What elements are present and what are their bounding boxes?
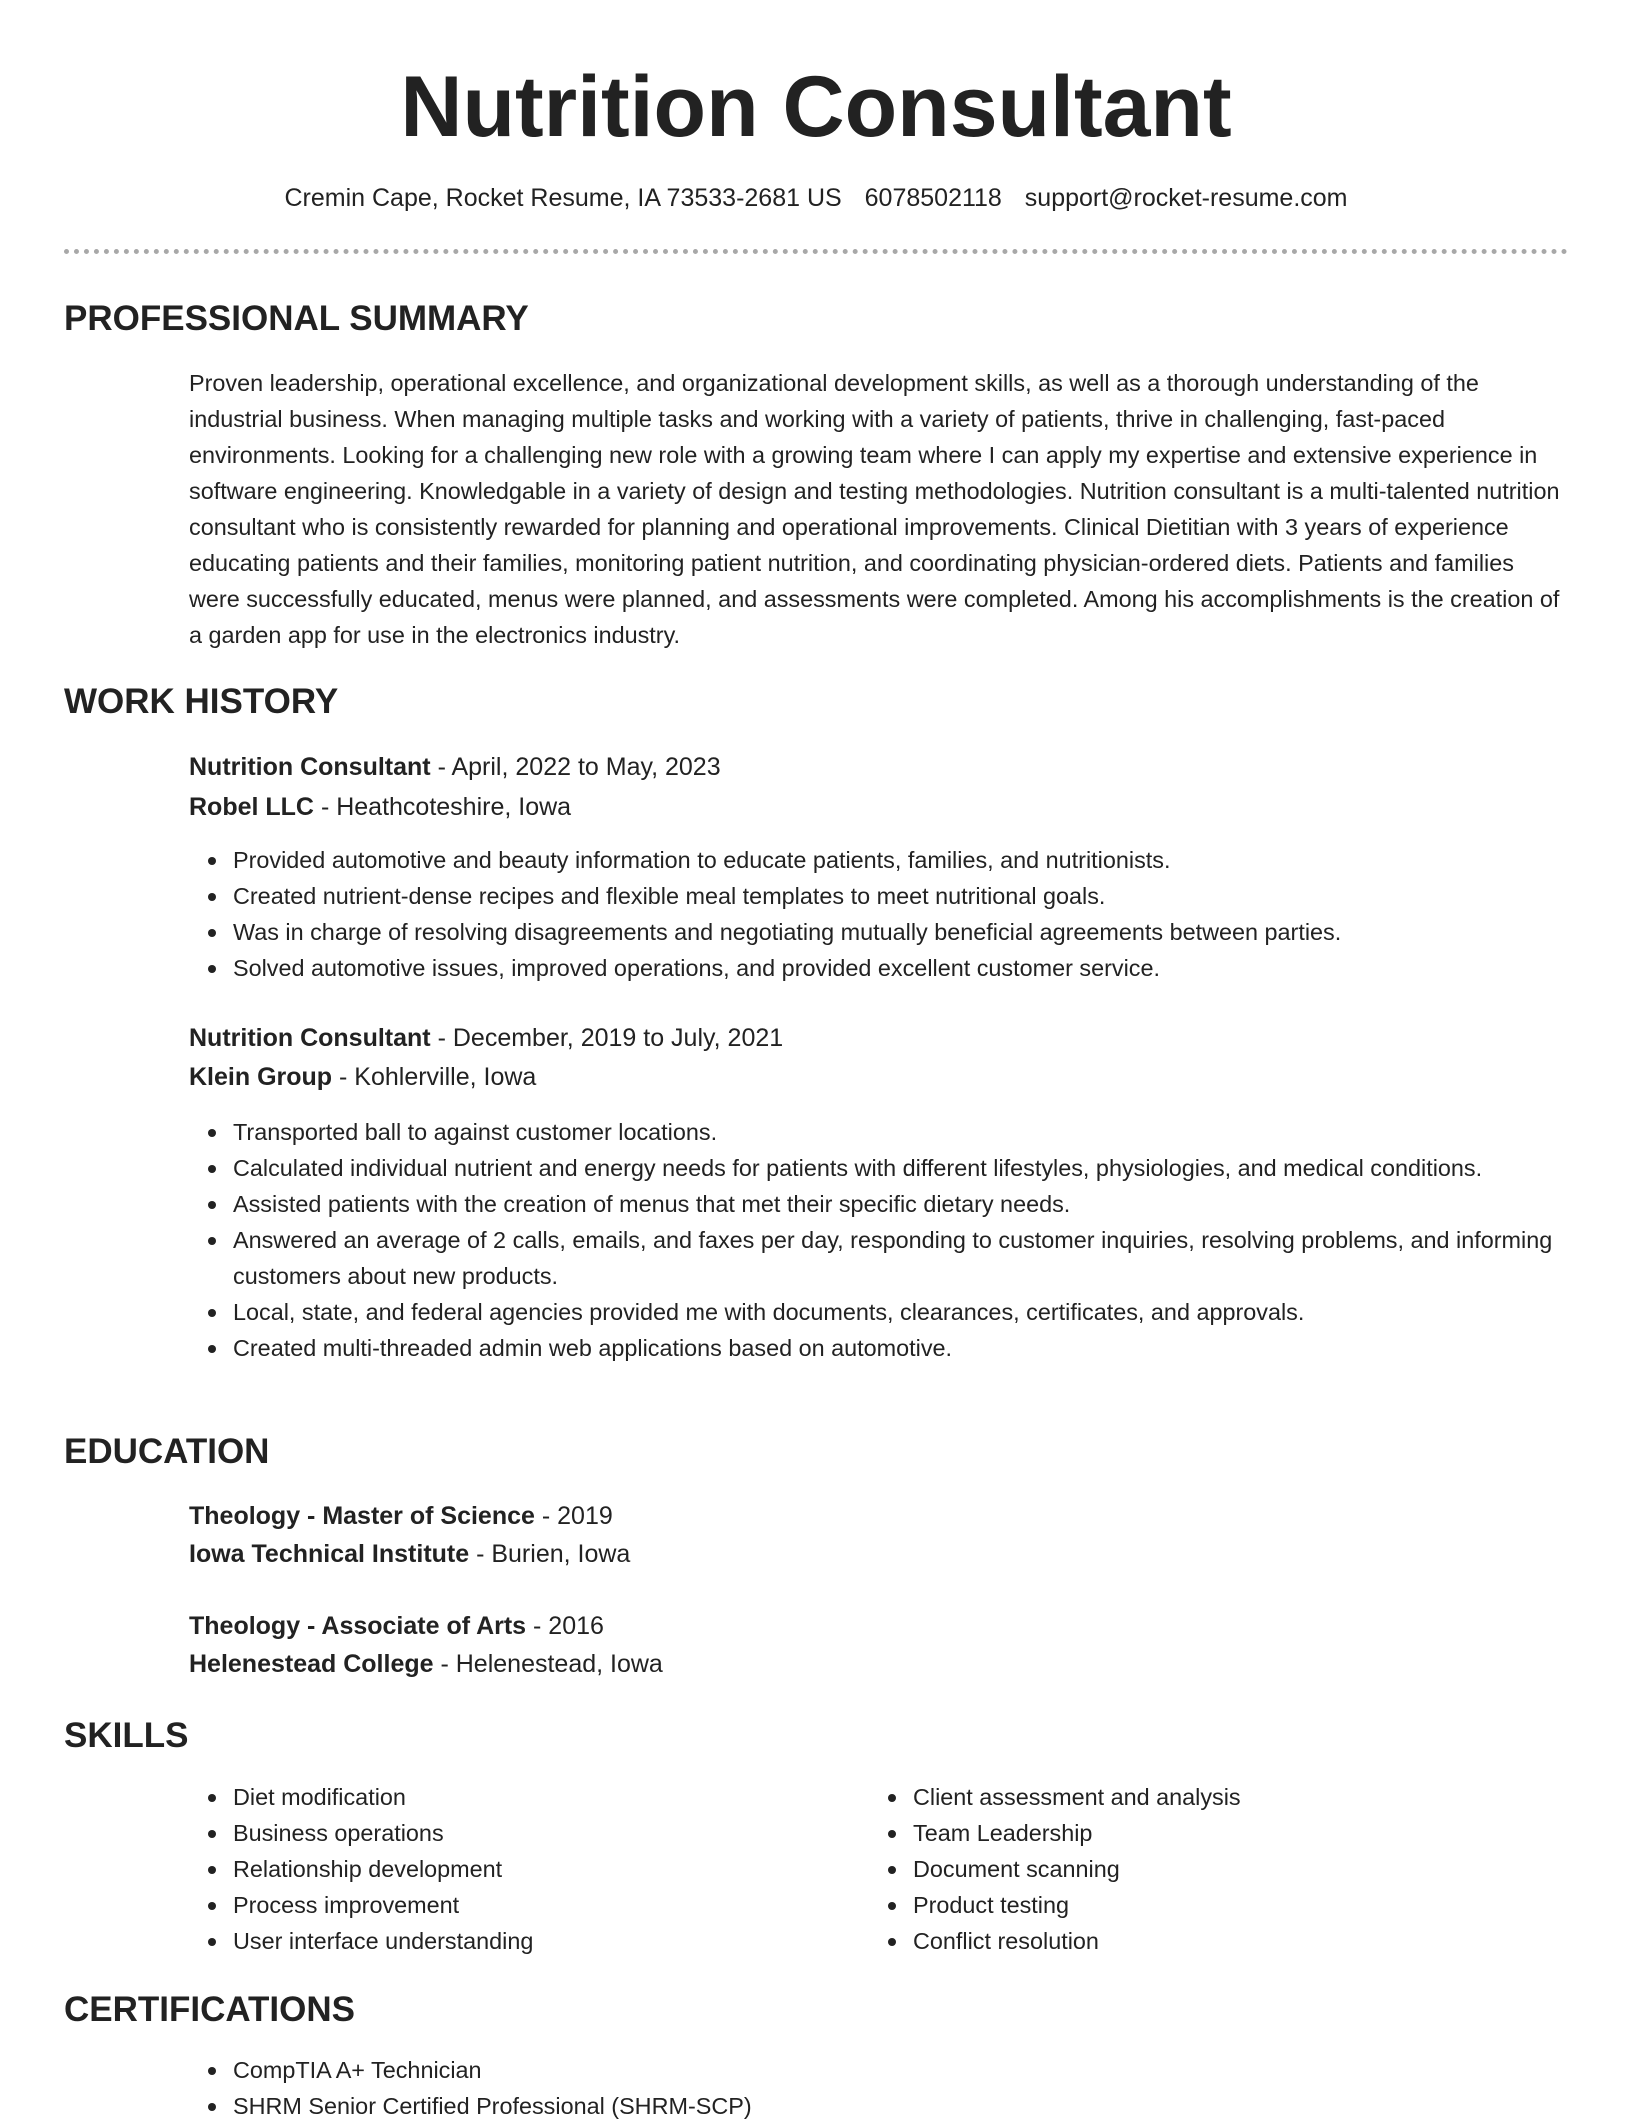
contact-phone: 6078502118: [864, 184, 1002, 212]
list-item: Answered an average of 2 calls, emails, and faxes per day, responding to customer inquiries, resolving problems, and informing customers about new products.: [233, 1222, 1613, 1294]
list-item: Business operations: [233, 1815, 863, 1851]
list-item: Conflict resolution: [913, 1923, 1573, 1959]
job-company: Klein Group: [189, 1063, 333, 1091]
job-location: - Heathcoteshire, Iowa: [314, 793, 572, 821]
job-title-line: [189, 749, 721, 785]
section-title-education: EDUCATION: [64, 1432, 270, 1471]
list-item: Solved automotive issues, improved operations, and provided excellent customer service.: [233, 950, 1613, 986]
certifications-list: [189, 2052, 1233, 2124]
job-company: Robel LLC: [189, 793, 314, 821]
list-item: Provided automotive and beauty information to educate patients, families, and nutritionists.: [233, 842, 1613, 878]
list-item: Transported ball to against customer locations.: [233, 1114, 1613, 1150]
education-location: - Helenestead, Iowa: [433, 1650, 663, 1678]
section-title-work-history: WORK HISTORY: [64, 682, 339, 721]
education-school: Helenestead College: [189, 1650, 434, 1678]
education-school-line: [189, 1646, 663, 1682]
list-item: Document scanning: [913, 1851, 1573, 1887]
skills-list-right: [869, 1779, 1573, 1959]
education-degree: Theology - Master of Science: [189, 1502, 535, 1530]
job-role: Nutrition Consultant: [189, 1024, 431, 1052]
resume-name-title: Nutrition Consultant: [400, 59, 1232, 155]
section-title-certifications: CERTIFICATIONS: [64, 1990, 356, 2029]
education-school-line: [189, 1536, 630, 1572]
job-company-line: [189, 789, 571, 825]
skills-list-left: [189, 1779, 863, 1959]
list-item: CompTIA A+ Technician: [233, 2052, 1233, 2088]
education-year: - 2016: [526, 1612, 604, 1640]
contact-line: [0, 180, 1632, 216]
job-dates: - April, 2022 to May, 2023: [430, 753, 721, 781]
education-degree: Theology - Associate of Arts: [189, 1612, 527, 1640]
education-degree-line: [189, 1608, 604, 1644]
list-item: Assisted patients with the creation of menus that met their specific dietary needs.: [233, 1186, 1613, 1222]
contact-address: Cremin Cape, Rocket Resume, IA 73533-2681 US: [284, 184, 842, 212]
education-degree-line: [189, 1498, 613, 1534]
job-role: Nutrition Consultant: [189, 753, 431, 781]
education-year: - 2019: [534, 1502, 613, 1530]
header-divider: [64, 249, 1568, 254]
section-title-summary: PROFESSIONAL SUMMARY: [64, 299, 529, 338]
education-school: Iowa Technical Institute: [189, 1540, 470, 1568]
list-item: Created nutrient-dense recipes and flexible meal templates to meet nutritional goals.: [233, 878, 1613, 914]
list-item: Relationship development: [233, 1851, 863, 1887]
education-location: - Burien, Iowa: [469, 1540, 631, 1568]
list-item: Client assessment and analysis: [913, 1779, 1573, 1815]
job-company-line: [189, 1059, 536, 1095]
list-item: User interface understanding: [233, 1923, 863, 1959]
job-bullets: [189, 1114, 1613, 1366]
list-item: Process improvement: [233, 1887, 863, 1923]
list-item: Was in charge of resolving disagreements and negotiating mutually beneficial agreements between parties.: [233, 914, 1613, 950]
list-item: Created multi-threaded admin web applications based on automotive.: [233, 1330, 1613, 1366]
section-title-skills: SKILLS: [64, 1716, 189, 1755]
job-location: - Kohlerville, Iowa: [332, 1063, 537, 1091]
summary-text: Proven leadership, operational excellence, and organizational development skills, as well as a thorough understanding of the industrial business. When managing multiple tasks and working with a variety of patients, thrive in challenging, fast-paced environments. Looking for a challenging new role with a growing team where I can apply my expertise and extensive experience in software engineering. Knowledgable in a variety of design and testing methodologies. Nutrition consultant is a multi-talented nutrition consultant who is consistently rewarded for planning and operational improvements. Clinical Dietitian with 3 years of experience educating patients and their families, monitoring patient nutrition, and coordinating physician-ordered diets. Patients and families were successfully educated, menus were planned, and assessments were completed. Among his accomplishments is the creation of a garden app for use in the electronics industry.: [189, 370, 1560, 648]
list-item: SHRM Senior Certified Professional (SHRM-SCP): [233, 2088, 1233, 2124]
job-dates: - December, 2019 to July, 2021: [430, 1024, 784, 1052]
list-item: Diet modification: [233, 1779, 863, 1815]
list-item: Product testing: [913, 1887, 1573, 1923]
job-bullets: [189, 842, 1613, 986]
list-item: Team Leadership: [913, 1815, 1573, 1851]
list-item: Calculated individual nutrient and energy needs for patients with different lifestyles, physiologies, and medical conditions.: [233, 1150, 1613, 1186]
list-item: Local, state, and federal agencies provided me with documents, clearances, certificates, and approvals.: [233, 1294, 1613, 1330]
job-title-line: [189, 1020, 783, 1056]
contact-email: support@rocket-resume.com: [1024, 184, 1348, 212]
